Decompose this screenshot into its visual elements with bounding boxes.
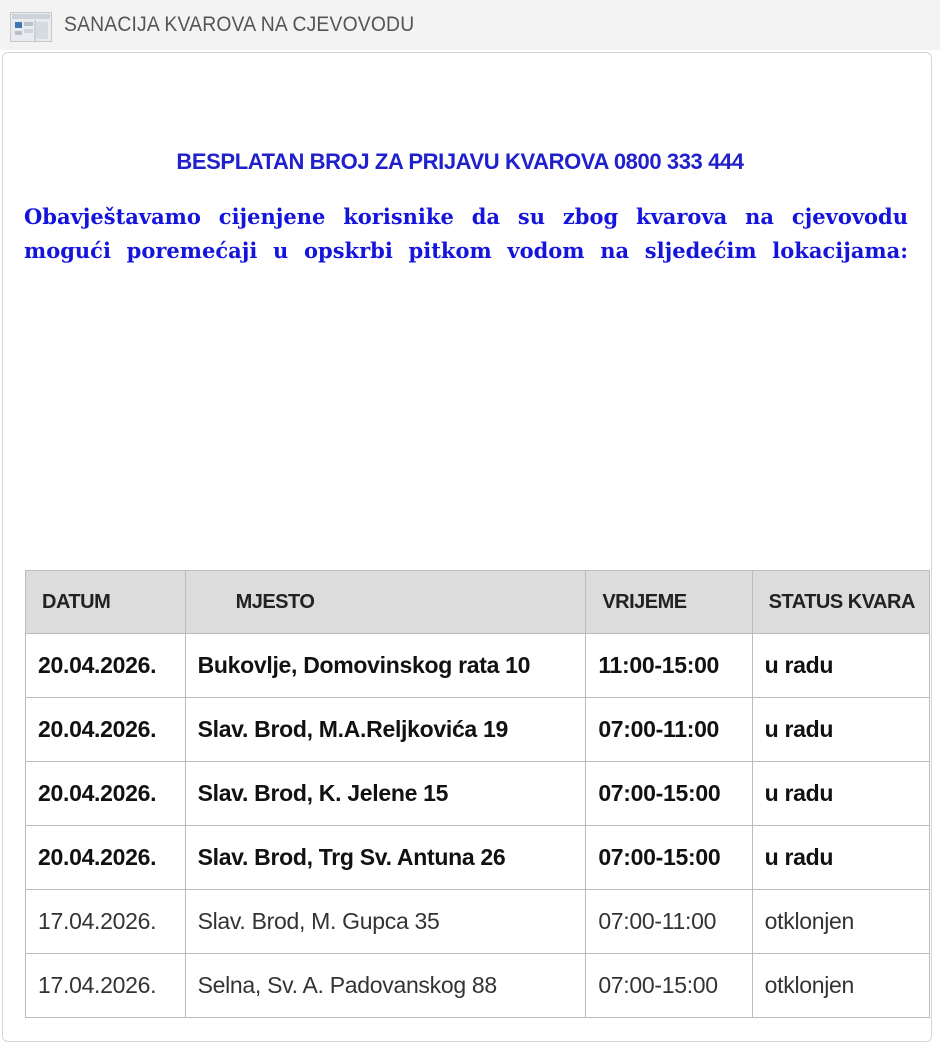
page-title: SANACIJA KVAROVA NA CJEVOVODU xyxy=(64,13,415,36)
cell-mjesto: Slav. Brod, Trg Sv. Antuna 26 xyxy=(185,826,586,890)
cell-mjesto: Slav. Brod, K. Jelene 15 xyxy=(185,762,586,826)
cell-vrijeme: 07:00-11:00 xyxy=(586,890,752,954)
cell-mjesto: Bukovlje, Domovinskog rata 10 xyxy=(185,634,586,698)
cell-status: u radu xyxy=(752,762,929,826)
table-row xyxy=(26,954,930,1018)
cell-datum: 17.04.2026. xyxy=(26,954,186,1018)
cell-vrijeme: 07:00-15:00 xyxy=(586,762,752,826)
table-header-row xyxy=(26,571,930,634)
cell-datum: 17.04.2026. xyxy=(26,890,186,954)
cell-status: u radu xyxy=(752,698,929,762)
cell-mjesto: Slav. Brod, M.A.Reljkovića 19 xyxy=(185,698,586,762)
table-icon xyxy=(10,12,52,42)
cell-mjesto: Selna, Sv. A. Padovanskog 88 xyxy=(185,954,586,1018)
cell-status: otklonjen xyxy=(752,890,929,954)
cell-status: u radu xyxy=(752,826,929,890)
cell-status: u radu xyxy=(752,634,929,698)
notice-line-2: mogući poremećaji u opskrbi pitkom vodom na sljedećim lokacijama: xyxy=(24,238,908,263)
cell-vrijeme: 07:00-11:00 xyxy=(586,698,752,762)
cell-datum: 20.04.2026. xyxy=(26,762,186,826)
cell-mjesto: Slav. Brod, M. Gupca 35 xyxy=(185,890,586,954)
table-row xyxy=(26,890,930,954)
cell-datum: 20.04.2026. xyxy=(26,826,186,890)
cell-vrijeme: 07:00-15:00 xyxy=(586,954,752,1018)
notice-line-1: Obavještavamo cijenjene korisnike da su zbog kvarova na cjevovodu xyxy=(24,204,908,229)
column-header-datum: DATUM xyxy=(26,571,186,634)
table-row xyxy=(26,698,930,762)
column-header-mjesto: MJESTO xyxy=(185,571,586,634)
page-header xyxy=(0,0,940,50)
cell-status: otklonjen xyxy=(752,954,929,1018)
table-row xyxy=(26,762,930,826)
faults-table xyxy=(25,570,930,1018)
cell-datum: 20.04.2026. xyxy=(26,634,186,698)
column-header-vrijeme: VRIJEME xyxy=(586,571,752,634)
cell-datum: 20.04.2026. xyxy=(26,698,186,762)
column-header-status: STATUS KVARA xyxy=(752,571,929,634)
cell-vrijeme: 11:00-15:00 xyxy=(586,634,752,698)
outage-notice xyxy=(24,200,908,268)
cell-vrijeme: 07:00-15:00 xyxy=(586,826,752,890)
table-row xyxy=(26,634,930,698)
table-row xyxy=(26,826,930,890)
hotline-notice: BESPLATAN BROJ ZA PRIJAVU KVAROVA 0800 333 444 xyxy=(176,149,744,174)
